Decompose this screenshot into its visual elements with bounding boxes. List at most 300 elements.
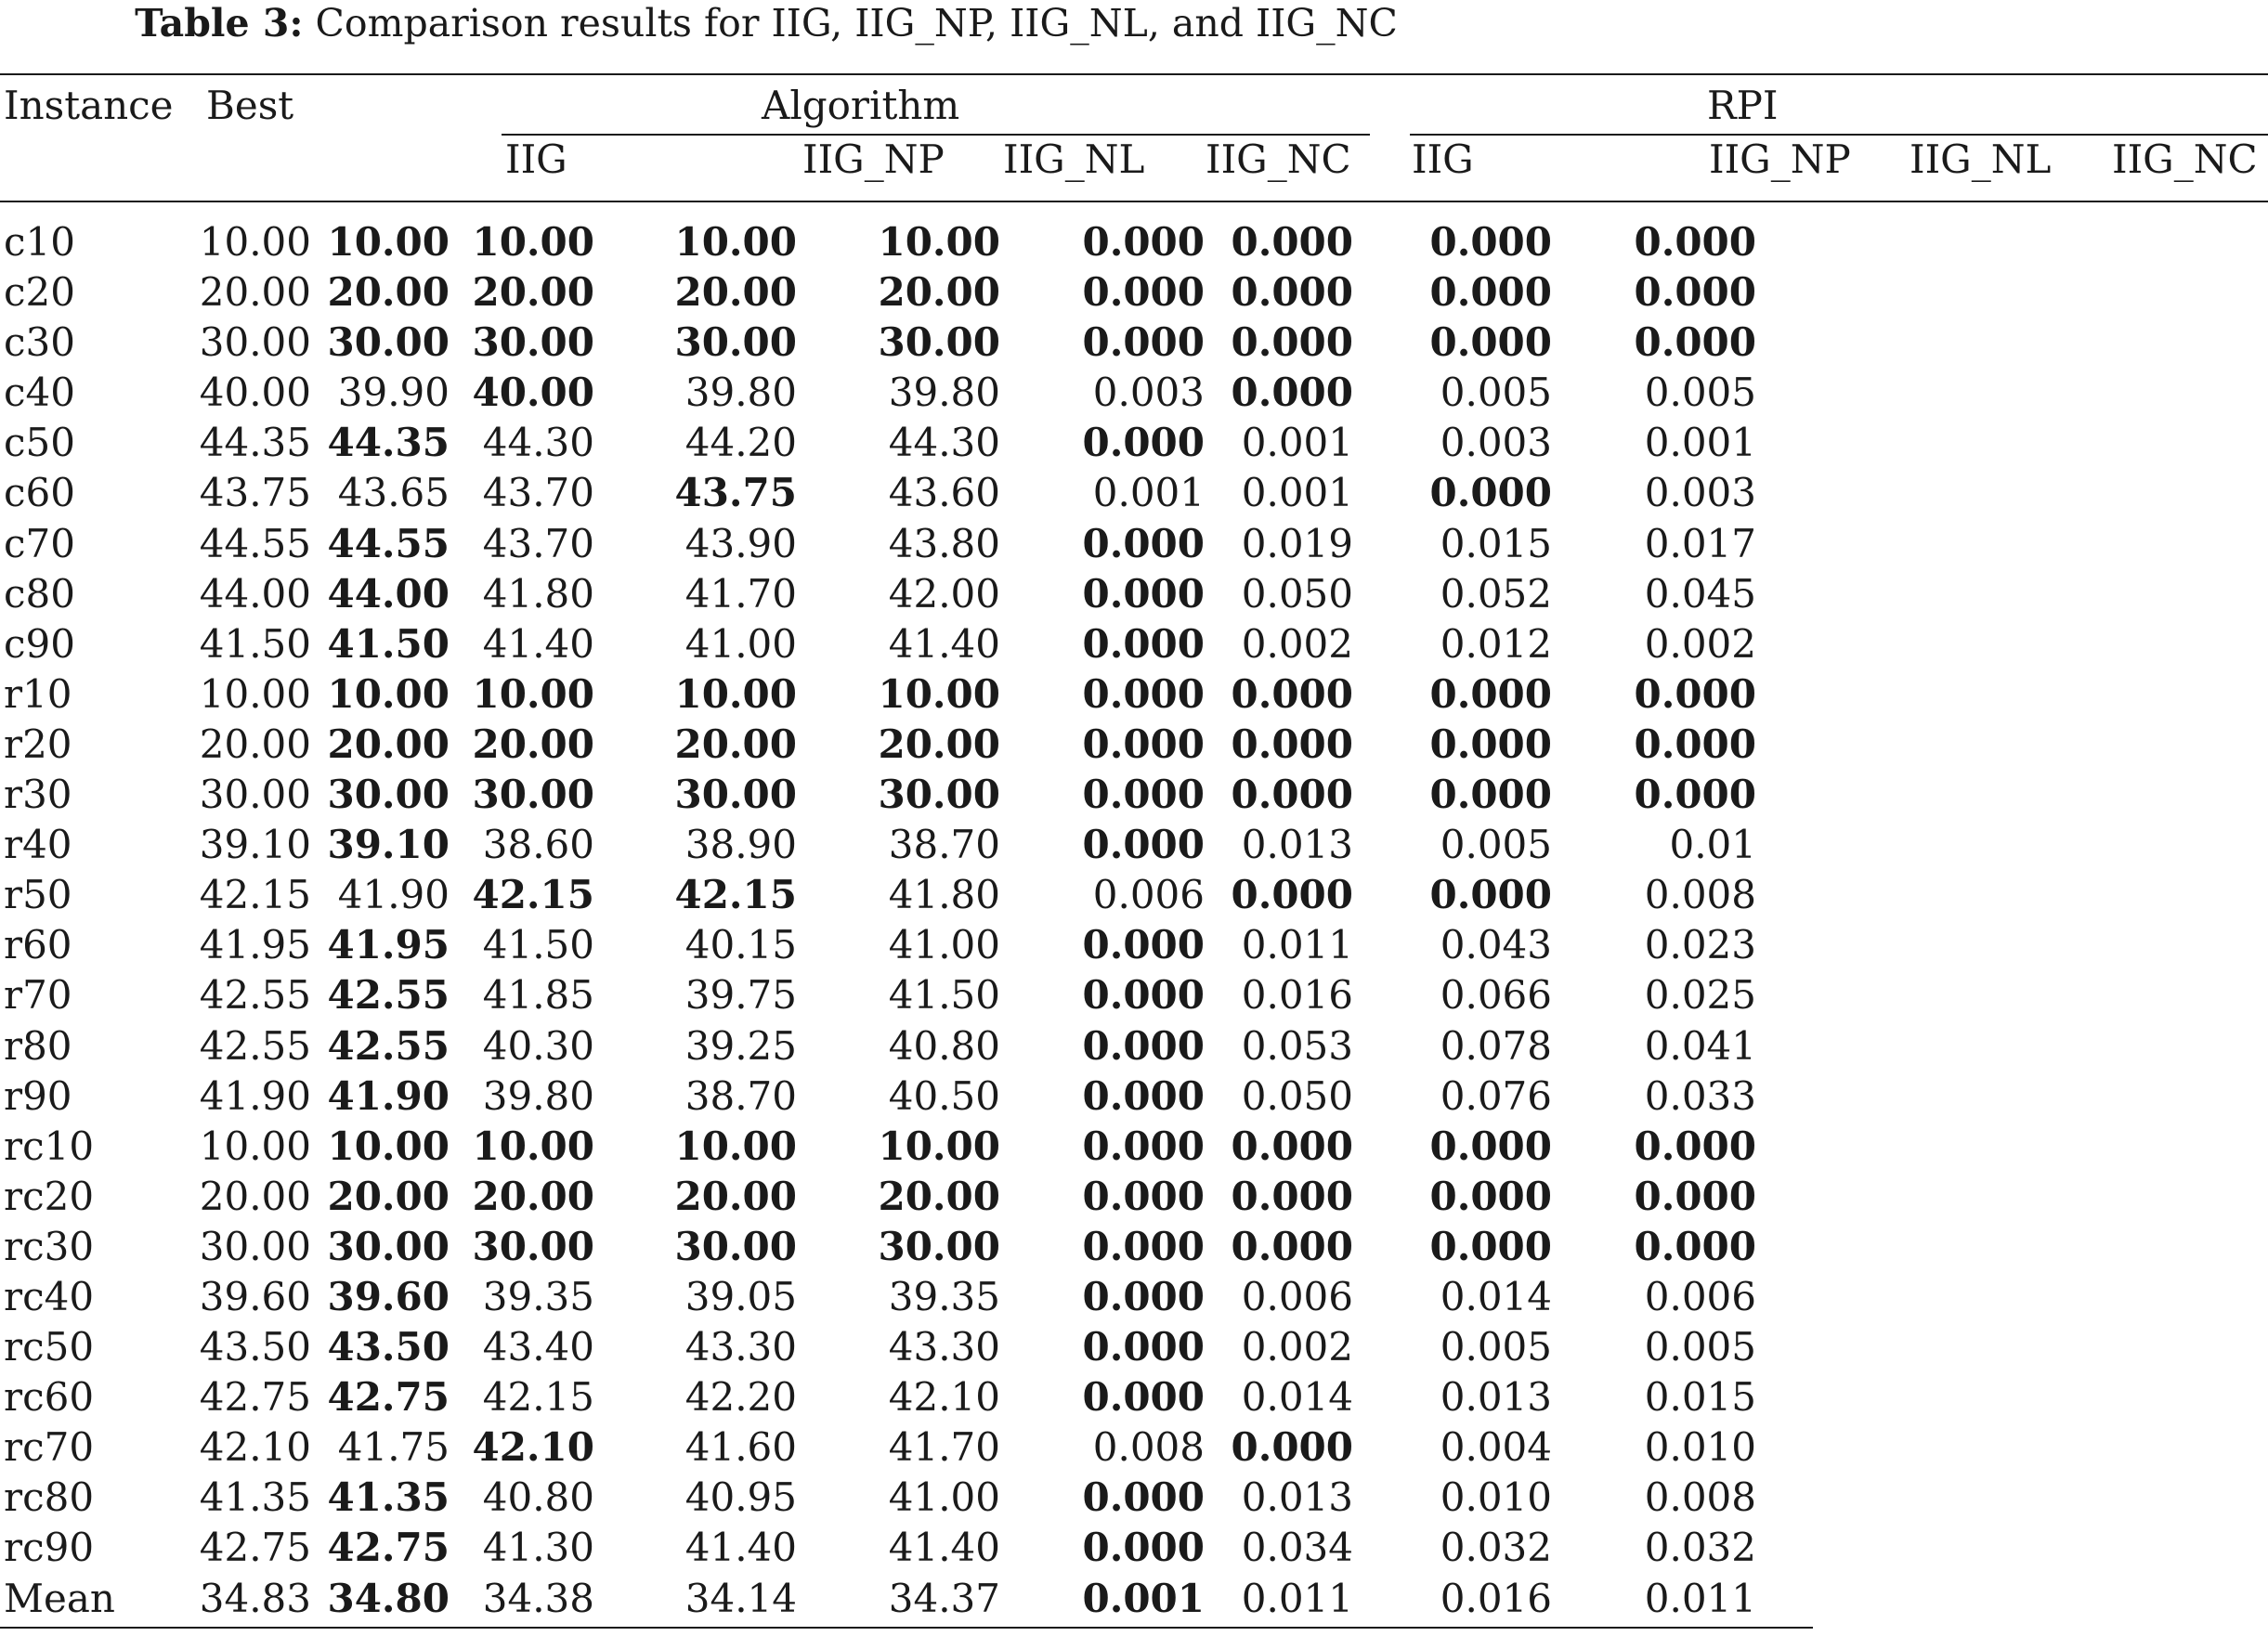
rpi-iig-value: 0.000 [1231, 219, 1353, 265]
instance-name: c30 [4, 319, 75, 366]
rpi-iig-nl-value: 0.000 [1634, 1173, 1756, 1219]
algo-iig-value: 20.00 [472, 269, 594, 316]
rpi-iig-np-value: 0.012 [1440, 620, 1552, 667]
instance-name: c40 [4, 370, 75, 416]
table-row [0, 1473, 2268, 1523]
table-row [0, 770, 2268, 820]
rpi-iig-np-value: 0.010 [1440, 1474, 1552, 1521]
algo-iig-np-value: 30.00 [674, 772, 797, 818]
algo-iig-nl-value: 41.40 [888, 1525, 1000, 1571]
col-2-value: 30.00 [327, 319, 450, 366]
algo-iig-value: 39.35 [482, 1273, 594, 1319]
algo-iig-nc-value: 0.000 [1082, 420, 1205, 466]
col-2-value: 10.00 [327, 670, 450, 717]
rpi-iig-np-value: 0.013 [1440, 1374, 1552, 1421]
algo-iig-nl-value: 43.30 [888, 1324, 1000, 1370]
col-2-value: 42.55 [327, 1022, 450, 1069]
algo-iig-value: 42.10 [472, 1424, 594, 1471]
algo-iig-nl-value: 20.00 [878, 269, 1000, 316]
algo-iig-nl-value: 20.00 [878, 721, 1000, 767]
col-2-value: 10.00 [327, 1123, 450, 1169]
algo-iig-nc-value: 0.000 [1082, 670, 1205, 717]
algo-iig-value: 41.30 [482, 1525, 594, 1571]
table-row [0, 669, 2268, 720]
algo-iig-value: 43.70 [482, 520, 594, 566]
rpi-iig-value: 0.000 [1231, 670, 1353, 717]
table-row [0, 418, 2268, 468]
rpi-iig-nl-value: 0.003 [1644, 470, 1756, 516]
algo-iig-nc-value: 0.000 [1082, 1324, 1205, 1370]
table-row [0, 619, 2268, 669]
col-2-value: 41.90 [337, 872, 450, 918]
rpi-iig-value: 0.000 [1231, 1123, 1353, 1169]
algo-iig-value: 41.85 [482, 972, 594, 1019]
algo-iig-nc-value: 0.006 [1092, 872, 1205, 918]
algo-iig-nc-value: 0.000 [1082, 721, 1205, 767]
rpi-iig-value: 0.034 [1241, 1525, 1353, 1571]
best-value: 20.00 [199, 269, 311, 316]
best-value: 41.95 [199, 922, 311, 968]
instance-name: r60 [4, 922, 72, 968]
algo-iig-value: 34.38 [482, 1575, 594, 1621]
algo-iig-value: 20.00 [472, 1173, 594, 1219]
rpi-iig-value: 0.000 [1231, 1223, 1353, 1269]
rpi-iig-np-value: 0.000 [1429, 1123, 1552, 1169]
instance-name: rc20 [4, 1173, 95, 1219]
best-value: 43.50 [199, 1324, 311, 1370]
col-2-value: 43.65 [337, 470, 450, 516]
algo-iig-value: 30.00 [472, 772, 594, 818]
algo-iig-nc-value: 0.000 [1082, 219, 1205, 265]
table-row [0, 368, 2268, 418]
algo-iig-value: 20.00 [472, 721, 594, 767]
table-row [0, 1523, 2268, 1573]
rpi-iig-value: 0.001 [1241, 420, 1353, 466]
table-row [0, 1372, 2268, 1422]
table-row [0, 468, 2268, 518]
rpi-iig-value: 0.016 [1241, 972, 1353, 1019]
algo-iig-np-value: 10.00 [674, 670, 797, 717]
algo-iig-nc-value: 0.008 [1092, 1424, 1205, 1471]
algo-iig-nc-value: 0.000 [1082, 1223, 1205, 1269]
rpi-iig-nl-value: 0.015 [1644, 1374, 1756, 1421]
table-row [0, 1122, 2268, 1172]
rpi-iig-nl-value: 0.000 [1634, 772, 1756, 818]
algo-iig-nl-value: 41.40 [888, 620, 1000, 667]
algo-iig-nc-value: 0.001 [1092, 470, 1205, 516]
algo-iig-value: 40.80 [482, 1474, 594, 1521]
best-value: 20.00 [199, 721, 311, 767]
best-value: 44.55 [199, 520, 311, 566]
algo-iig-np-value: 30.00 [674, 1223, 797, 1269]
rpi-iig-nl-value: 0.000 [1634, 670, 1756, 717]
algo-iig-np-value: 41.70 [684, 570, 797, 617]
rpi-iig-np-value: 0.078 [1440, 1022, 1552, 1069]
rpi-iig-value: 0.002 [1241, 620, 1353, 667]
rpi-iig-np-value: 0.005 [1440, 822, 1552, 868]
algo-iig-nl-value: 34.37 [888, 1575, 1000, 1621]
rpi-iig-nl-value: 0.000 [1634, 269, 1756, 316]
col-2-value: 39.10 [327, 822, 450, 868]
caption-text: Comparison results for IIG, IIG_NP, IIG_NL, and IIG_NC [315, 1, 1398, 45]
algo-iig-nl-value: 30.00 [878, 319, 1000, 366]
algo-iig-np-value: 42.15 [674, 872, 797, 918]
instance-name: c50 [4, 420, 75, 466]
best-value: 41.35 [199, 1474, 311, 1521]
header-rpi-iig: IIG [1412, 136, 1474, 182]
algo-iig-nc-value: 0.000 [1082, 1525, 1205, 1571]
algo-iig-value: 43.40 [482, 1324, 594, 1370]
rpi-iig-nl-value: 0.045 [1644, 570, 1756, 617]
algo-iig-np-value: 38.90 [684, 822, 797, 868]
rpi-iig-np-value: 0.076 [1440, 1072, 1552, 1119]
algo-iig-nc-value: 0.000 [1082, 1273, 1205, 1319]
table-row [0, 1574, 2268, 1624]
header-algorithm-iig: IIG [505, 136, 567, 182]
rpi-iig-value: 0.011 [1241, 922, 1353, 968]
rpi-iig-value: 0.000 [1231, 872, 1353, 918]
best-value: 41.90 [199, 1072, 311, 1119]
algo-iig-nl-value: 41.50 [888, 972, 1000, 1019]
algo-iig-np-value: 10.00 [674, 1123, 797, 1169]
algo-iig-nc-value: 0.000 [1082, 972, 1205, 1019]
algo-iig-nc-value: 0.000 [1082, 1474, 1205, 1521]
algo-iig-nc-value: 0.000 [1082, 772, 1205, 818]
best-value: 42.55 [199, 972, 311, 1019]
algo-iig-nc-value: 0.000 [1082, 1173, 1205, 1219]
instance-name: c10 [4, 219, 75, 265]
algo-iig-value: 10.00 [472, 219, 594, 265]
instance-name: r10 [4, 670, 72, 717]
rpi-iig-nl-value: 0.002 [1644, 620, 1756, 667]
rpi-iig-np-value: 0.052 [1440, 570, 1552, 617]
header-rpi-iig-nc: IIG_NC [2112, 136, 2258, 182]
rpi-iig-nl-value: 0.006 [1644, 1273, 1756, 1319]
top-rule [0, 73, 2268, 75]
algo-iig-nc-value: 0.000 [1082, 922, 1205, 968]
rpi-iig-nl-value: 0.005 [1644, 370, 1756, 416]
algo-iig-nl-value: 30.00 [878, 772, 1000, 818]
algo-iig-value: 41.80 [482, 570, 594, 617]
col-2-value: 20.00 [327, 721, 450, 767]
table-row [0, 870, 2268, 920]
table-row [0, 820, 2268, 870]
algo-iig-np-value: 39.80 [684, 370, 797, 416]
best-value: 30.00 [199, 1223, 311, 1269]
algo-iig-nl-value: 10.00 [878, 670, 1000, 717]
header-best: Best [206, 83, 294, 128]
best-value: 44.00 [199, 570, 311, 617]
rpi-iig-value: 0.006 [1241, 1273, 1353, 1319]
algo-iig-np-value: 40.15 [684, 922, 797, 968]
algo-iig-np-value: 39.75 [684, 972, 797, 1019]
best-value: 42.15 [199, 872, 311, 918]
rpi-iig-value: 0.000 [1231, 1424, 1353, 1471]
algo-iig-value: 42.15 [482, 1374, 594, 1421]
bottom-rule [0, 1627, 1813, 1629]
algo-iig-value: 10.00 [472, 670, 594, 717]
header-algorithm-iig-nc: IIG_NC [1206, 136, 1351, 182]
algo-iig-nl-value: 44.30 [888, 420, 1000, 466]
col-2-value: 42.75 [327, 1525, 450, 1571]
best-value: 42.10 [199, 1424, 311, 1471]
rpi-iig-np-value: 0.000 [1429, 269, 1552, 316]
caption-label: Table 3: [135, 1, 304, 45]
algo-iig-np-value: 41.40 [684, 1525, 797, 1571]
rpi-iig-nl-value: 0.041 [1644, 1022, 1756, 1069]
table-row [0, 920, 2268, 970]
algo-iig-np-value: 34.14 [684, 1575, 797, 1621]
algo-iig-nl-value: 43.80 [888, 520, 1000, 566]
algorithm-group-rule [502, 134, 1370, 136]
algo-iig-nl-value: 38.70 [888, 822, 1000, 868]
rpi-iig-np-value: 0.000 [1429, 872, 1552, 918]
best-value: 30.00 [199, 772, 311, 818]
best-value: 43.75 [199, 470, 311, 516]
algo-iig-nc-value: 0.003 [1092, 370, 1205, 416]
rpi-iig-nl-value: 0.033 [1644, 1072, 1756, 1119]
rpi-iig-np-value: 0.004 [1440, 1424, 1552, 1471]
instance-name: r70 [4, 972, 72, 1019]
rpi-iig-nl-value: 0.000 [1634, 319, 1756, 366]
rpi-iig-value: 0.000 [1231, 1173, 1353, 1219]
rpi-iig-nl-value: 0.032 [1644, 1525, 1756, 1571]
header-algorithm-iig-np: IIG_NP [802, 136, 945, 182]
instance-name: rc30 [4, 1223, 95, 1269]
rpi-iig-np-value: 0.000 [1429, 1173, 1552, 1219]
instance-name: r50 [4, 872, 72, 918]
rpi-iig-np-value: 0.005 [1440, 1324, 1552, 1370]
algo-iig-value: 40.30 [482, 1022, 594, 1069]
algo-iig-nl-value: 41.00 [888, 1474, 1000, 1521]
rpi-group-rule [1410, 134, 2268, 136]
col-2-value: 20.00 [327, 1173, 450, 1219]
table-row [0, 1172, 2268, 1222]
rpi-iig-value: 0.000 [1231, 319, 1353, 366]
rpi-iig-np-value: 0.003 [1440, 420, 1552, 466]
rpi-iig-value: 0.053 [1241, 1022, 1353, 1069]
header-rpi-group: RPI [1707, 83, 1779, 128]
table-row [0, 267, 2268, 318]
algo-iig-np-value: 42.20 [684, 1374, 797, 1421]
algo-iig-np-value: 20.00 [674, 269, 797, 316]
best-value: 42.55 [199, 1022, 311, 1069]
rpi-iig-nl-value: 0.000 [1634, 1123, 1756, 1169]
rpi-iig-value: 0.050 [1241, 570, 1353, 617]
algo-iig-nc-value: 0.000 [1082, 620, 1205, 667]
rpi-iig-np-value: 0.016 [1440, 1575, 1552, 1621]
best-value: 39.10 [199, 822, 311, 868]
header-instance: Instance [4, 83, 174, 128]
table-caption [0, 0, 1532, 46]
rpi-iig-nl-value: 0.017 [1644, 520, 1756, 566]
algo-iig-nl-value: 39.80 [888, 370, 1000, 416]
rpi-iig-nl-value: 0.025 [1644, 972, 1756, 1019]
instance-name: rc70 [4, 1424, 95, 1471]
algo-iig-np-value: 38.70 [684, 1072, 797, 1119]
col-2-value: 44.55 [327, 520, 450, 566]
algo-iig-nl-value: 43.60 [888, 470, 1000, 516]
instance-name: rc40 [4, 1273, 95, 1319]
rpi-iig-np-value: 0.066 [1440, 972, 1552, 1019]
rpi-iig-nl-value: 0.005 [1644, 1324, 1756, 1370]
algo-iig-np-value: 43.90 [684, 520, 797, 566]
col-2-value: 44.35 [327, 420, 450, 466]
algo-iig-value: 39.80 [482, 1072, 594, 1119]
header-algorithm-group: Algorithm [762, 83, 960, 128]
col-2-value: 39.90 [337, 370, 450, 416]
rpi-iig-np-value: 0.000 [1429, 219, 1552, 265]
algo-iig-np-value: 10.00 [674, 219, 797, 265]
algo-iig-nc-value: 0.000 [1082, 1072, 1205, 1119]
algo-iig-nl-value: 41.70 [888, 1424, 1000, 1471]
instance-name: c60 [4, 470, 75, 516]
algo-iig-nc-value: 0.000 [1082, 269, 1205, 316]
rpi-iig-np-value: 0.000 [1429, 319, 1552, 366]
algo-iig-nl-value: 41.00 [888, 922, 1000, 968]
best-value: 10.00 [199, 1123, 311, 1169]
algo-iig-nc-value: 0.000 [1082, 1374, 1205, 1421]
best-value: 10.00 [199, 670, 311, 717]
col-2-value: 34.80 [327, 1575, 450, 1621]
algo-iig-nc-value: 0.000 [1082, 319, 1205, 366]
algo-iig-np-value: 40.95 [684, 1474, 797, 1521]
col-2-value: 44.00 [327, 570, 450, 617]
algo-iig-nc-value: 0.001 [1082, 1575, 1205, 1621]
col-2-value: 20.00 [327, 269, 450, 316]
rpi-iig-value: 0.014 [1241, 1374, 1353, 1421]
col-2-value: 39.60 [327, 1273, 450, 1319]
rpi-iig-nl-value: 0.008 [1644, 872, 1756, 918]
algo-iig-nc-value: 0.000 [1082, 1022, 1205, 1069]
col-2-value: 41.95 [327, 922, 450, 968]
algo-iig-value: 41.50 [482, 922, 594, 968]
instance-name: r30 [4, 772, 72, 818]
rpi-iig-nl-value: 0.023 [1644, 922, 1756, 968]
instance-name: c80 [4, 570, 75, 617]
table-row [0, 970, 2268, 1020]
table-row [0, 318, 2268, 368]
algo-iig-nc-value: 0.000 [1082, 1123, 1205, 1169]
rpi-iig-nl-value: 0.01 [1669, 822, 1756, 868]
best-value: 34.83 [199, 1575, 311, 1621]
rpi-iig-np-value: 0.015 [1440, 520, 1552, 566]
table-row [0, 1021, 2268, 1071]
best-value: 39.60 [199, 1273, 311, 1319]
algo-iig-nl-value: 42.00 [888, 570, 1000, 617]
best-value: 44.35 [199, 420, 311, 466]
rpi-iig-value: 0.013 [1241, 1474, 1353, 1521]
rpi-iig-nl-value: 0.010 [1644, 1424, 1756, 1471]
best-value: 42.75 [199, 1525, 311, 1571]
rpi-iig-np-value: 0.014 [1440, 1273, 1552, 1319]
rpi-iig-value: 0.013 [1241, 822, 1353, 868]
col-2-value: 41.75 [337, 1424, 450, 1471]
algo-iig-value: 41.40 [482, 620, 594, 667]
instance-name: Mean [4, 1575, 115, 1621]
best-value: 30.00 [199, 319, 311, 366]
rpi-iig-value: 0.002 [1241, 1324, 1353, 1370]
algo-iig-value: 38.60 [482, 822, 594, 868]
col-2-value: 42.75 [327, 1374, 450, 1421]
col-2-value: 43.50 [327, 1324, 450, 1370]
header-bottom-rule [0, 201, 2268, 202]
rpi-iig-value: 0.000 [1231, 721, 1353, 767]
rpi-iig-np-value: 0.043 [1440, 922, 1552, 968]
algo-iig-nc-value: 0.000 [1082, 570, 1205, 617]
instance-name: r20 [4, 721, 72, 767]
algo-iig-np-value: 20.00 [674, 721, 797, 767]
rpi-iig-nl-value: 0.001 [1644, 420, 1756, 466]
algo-iig-value: 40.00 [472, 370, 594, 416]
algo-iig-np-value: 43.75 [674, 470, 797, 516]
instance-name: rc50 [4, 1324, 95, 1370]
algo-iig-nl-value: 41.80 [888, 872, 1000, 918]
instance-name: r80 [4, 1022, 72, 1069]
instance-name: rc10 [4, 1123, 95, 1169]
algo-iig-nl-value: 42.10 [888, 1374, 1000, 1421]
instance-name: c20 [4, 269, 75, 316]
algo-iig-nl-value: 10.00 [878, 1123, 1000, 1169]
algo-iig-np-value: 41.00 [684, 620, 797, 667]
rpi-iig-value: 0.000 [1231, 269, 1353, 316]
algo-iig-value: 10.00 [472, 1123, 594, 1169]
algo-iig-nl-value: 10.00 [878, 219, 1000, 265]
algo-iig-nl-value: 30.00 [878, 1223, 1000, 1269]
table-row [0, 1422, 2268, 1473]
rpi-iig-np-value: 0.005 [1440, 370, 1552, 416]
algo-iig-nl-value: 39.35 [888, 1273, 1000, 1319]
rpi-iig-np-value: 0.032 [1440, 1525, 1552, 1571]
best-value: 10.00 [199, 219, 311, 265]
header-rpi-iig-nl: IIG_NL [1910, 136, 2052, 182]
algo-iig-value: 44.30 [482, 420, 594, 466]
instance-name: rc60 [4, 1374, 95, 1421]
rpi-iig-np-value: 0.000 [1429, 1223, 1552, 1269]
algo-iig-np-value: 44.20 [684, 420, 797, 466]
table-row [0, 1071, 2268, 1122]
rpi-iig-np-value: 0.000 [1429, 772, 1552, 818]
col-2-value: 41.35 [327, 1474, 450, 1521]
table-row [0, 1222, 2268, 1272]
best-value: 41.50 [199, 620, 311, 667]
col-2-value: 30.00 [327, 772, 450, 818]
col-2-value: 30.00 [327, 1223, 450, 1269]
algo-iig-np-value: 41.60 [684, 1424, 797, 1471]
rpi-iig-value: 0.000 [1231, 772, 1353, 818]
instance-name: r40 [4, 822, 72, 868]
rpi-iig-value: 0.001 [1241, 470, 1353, 516]
rpi-iig-np-value: 0.000 [1429, 721, 1552, 767]
instance-name: c70 [4, 520, 75, 566]
algo-iig-np-value: 43.30 [684, 1324, 797, 1370]
algo-iig-nl-value: 40.50 [888, 1072, 1000, 1119]
table-row [0, 720, 2268, 770]
instance-name: rc90 [4, 1525, 95, 1571]
col-2-value: 10.00 [327, 219, 450, 265]
rpi-iig-nl-value: 0.008 [1644, 1474, 1756, 1521]
algo-iig-np-value: 30.00 [674, 319, 797, 366]
rpi-iig-value: 0.050 [1241, 1072, 1353, 1119]
instance-name: rc80 [4, 1474, 95, 1521]
algo-iig-np-value: 39.25 [684, 1022, 797, 1069]
table-row [0, 519, 2268, 569]
algo-iig-nl-value: 40.80 [888, 1022, 1000, 1069]
algo-iig-value: 43.70 [482, 470, 594, 516]
table-row [0, 1272, 2268, 1322]
algo-iig-np-value: 20.00 [674, 1173, 797, 1219]
col-2-value: 42.55 [327, 972, 450, 1019]
